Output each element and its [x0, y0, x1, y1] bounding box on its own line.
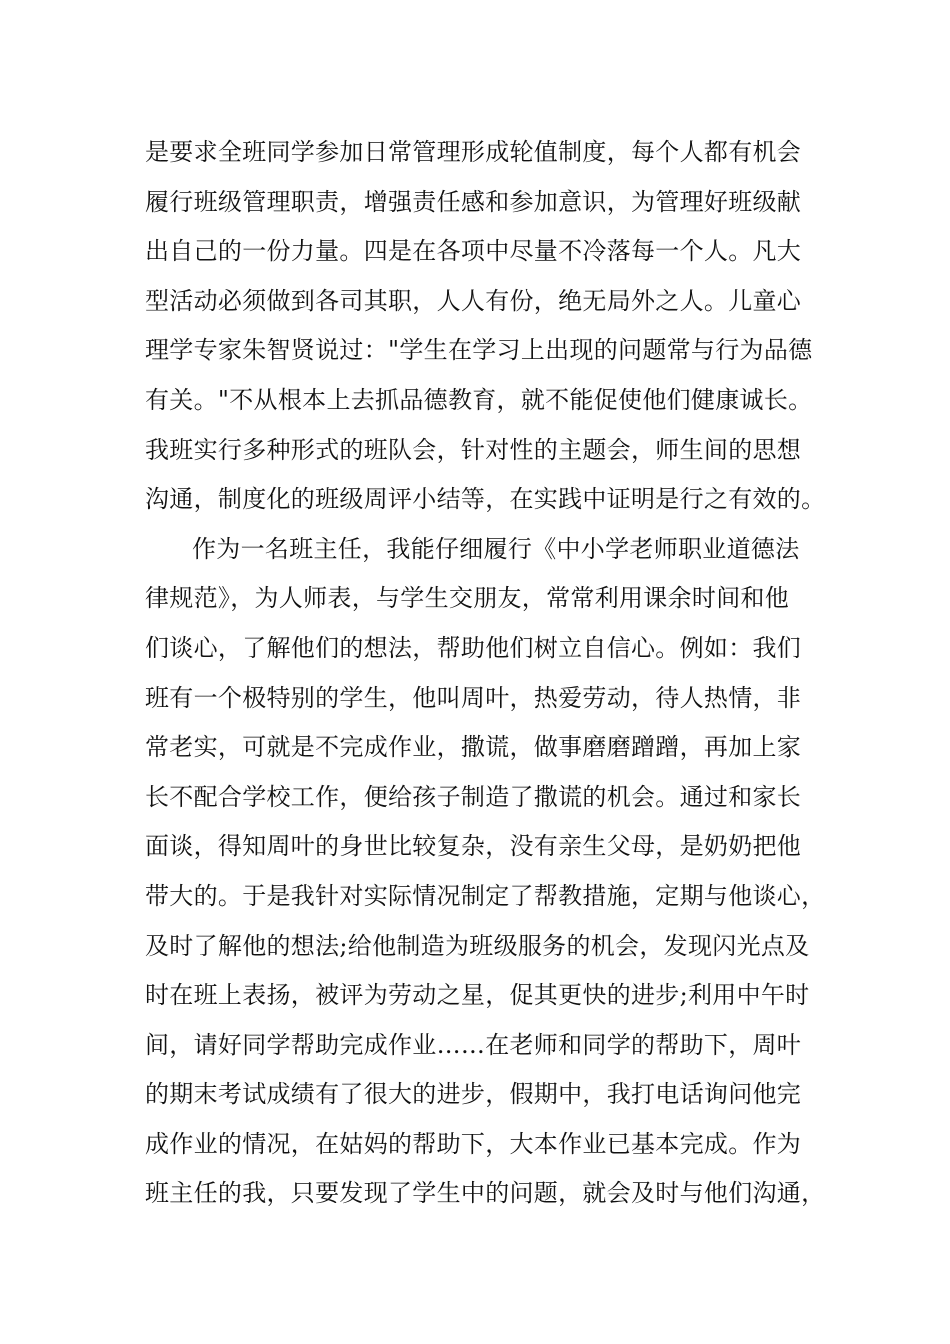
- text-line: 带大的。于是我针对实际情况制定了帮教措施，定期与他谈心，: [145, 881, 826, 910]
- text-line: 长不配合学校工作，便给孩子制造了撒谎的机会。通过和家长: [145, 782, 802, 811]
- text-line: 班主任的我，只要发现了学生中的问题，就会及时与他们沟通，: [145, 1179, 826, 1208]
- paragraph-start-line: 作为一名班主任，我能仔细履行《中小学老师职业道德法: [192, 534, 800, 563]
- text-line: 们谈心，了解他们的想法，帮助他们树立自信心。例如：我们: [145, 633, 802, 662]
- text-line: 间，请好同学帮助完成作业……在老师和同学的帮助下，周叶: [145, 1030, 802, 1059]
- text-line: 及时了解他的想法;给他制造为班级服务的机会，发现闪光点及: [145, 931, 810, 960]
- text-line: 是要求全班同学参加日常管理形成轮值制度，每个人都有机会: [145, 138, 802, 166]
- text-line: 常老实，可就是不完成作业，撒谎，做事磨磨蹭蹭，再加上家: [145, 733, 802, 762]
- text-line: 有关。"不从根本上去抓品德教育，就不能促使他们健康诚长。: [145, 385, 813, 414]
- text-line: 理学专家朱智贤说过："学生在学习上出现的问题常与行为品德: [145, 336, 813, 365]
- text-line: 沟通，制度化的班级周评小结等，在实践中证明是行之有效的。: [145, 485, 826, 514]
- text-line: 履行班级管理职责，增强责任感和参加意识，为管理好班级献: [145, 187, 802, 216]
- text-line: 时在班上表扬，被评为劳动之星，促其更快的进步;利用中午时: [145, 981, 810, 1010]
- text-line: 的期末考试成绩有了很大的进步，假期中，我打电话询问他完: [145, 1080, 802, 1109]
- text-line: 面谈，得知周叶的身世比较复杂，没有亲生父母，是奶奶把他: [145, 832, 802, 861]
- text-line: 我班实行多种形式的班队会，针对性的主题会，师生间的思想: [145, 435, 802, 464]
- text-line: 型活动必须做到各司其职，人人有份，绝无局外之人。儿童心: [145, 286, 802, 315]
- text-line: 律规范》，为人师表，与学生交朋友，常常利用课余时间和他: [145, 584, 790, 613]
- body-text: [145, 128, 835, 1219]
- text-line: 班有一个极特别的学生，他叫周叶，热爱劳动，待人热情，非: [145, 683, 802, 712]
- text-line: 出自己的一份力量。四是在各项中尽量不冷落每一个人。凡大: [145, 237, 802, 266]
- text-line: 成作业的情况，在姑妈的帮助下，大本作业已基本完成。作为: [145, 1129, 802, 1158]
